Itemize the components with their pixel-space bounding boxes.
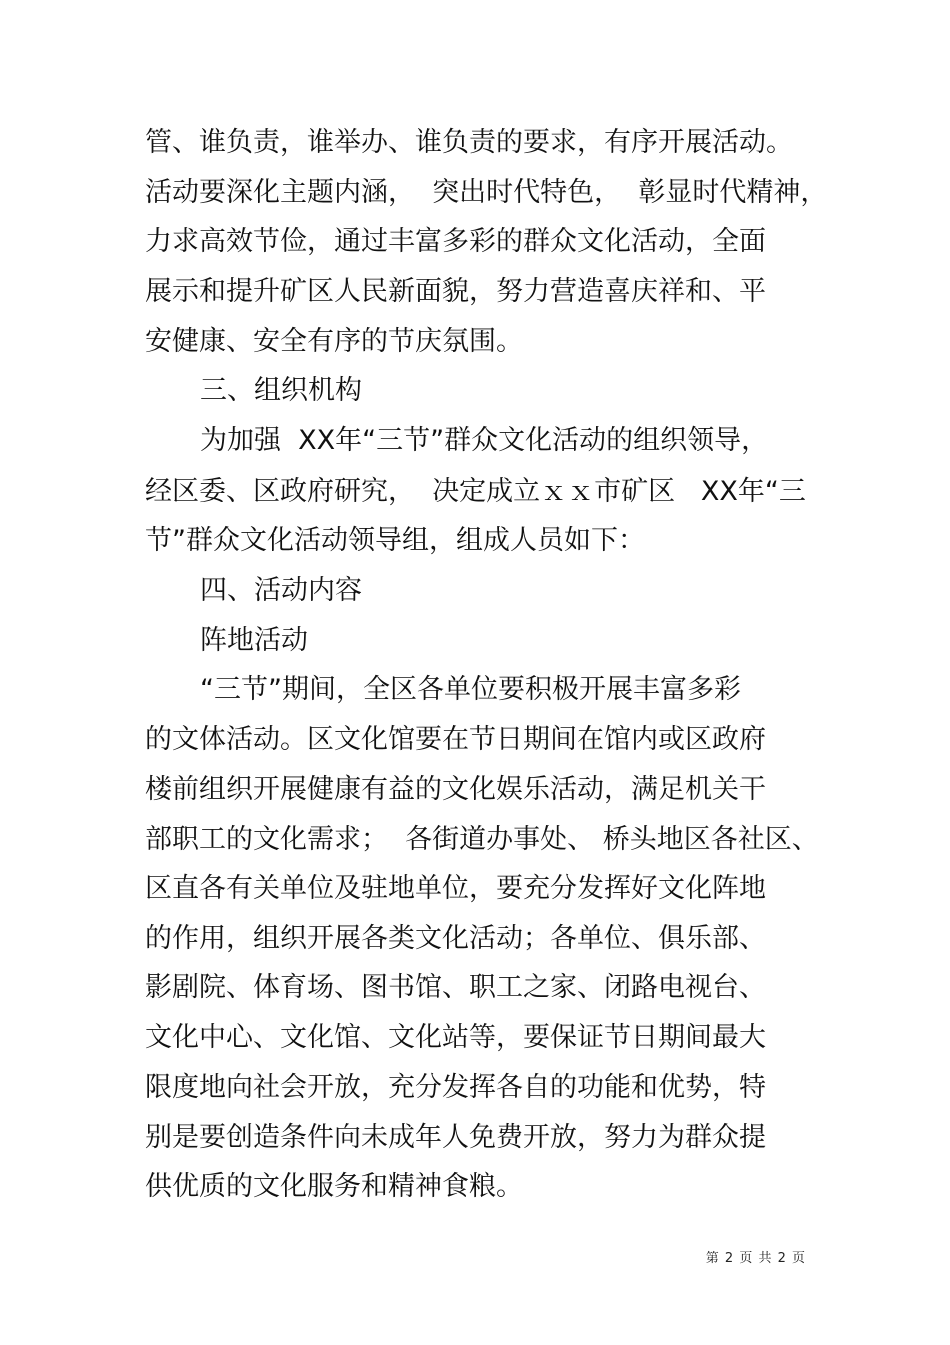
body-text-line: “三节”期间，全区各单位要积极开展丰富多彩 bbox=[200, 674, 741, 705]
body-text-line: 管、谁负责，谁举办、谁负责的要求，有序开展活动。 bbox=[145, 127, 793, 158]
body-text-line: 经区委、区政府研究， 决定成立ｘｘ市矿区 XX年“三 bbox=[145, 476, 806, 507]
body-text-line: 限度地向社会开放，充分发挥各自的功能和优势，特 bbox=[145, 1072, 766, 1103]
section-heading: 四、活动内容 bbox=[200, 575, 362, 606]
body-text-line: 别是要创造条件向未成年人免费开放，努力为群众提 bbox=[145, 1122, 766, 1153]
body-text-line: 活动要深化主题内涵， 突出时代特色， 彰显时代精神， bbox=[145, 177, 828, 208]
body-text-line: 影剧院、体育场、图书馆、职工之家、闭路电视台、 bbox=[145, 972, 766, 1003]
body-text-line: 为加强 XX年“三节”群众文化活动的组织领导， bbox=[200, 425, 769, 456]
body-text-line: 的作用，组织开展各类文化活动；各单位、俱乐部、 bbox=[145, 923, 766, 954]
page-number-footer: 第 2 页 共 2 页 bbox=[705, 1251, 805, 1266]
body-text-line: 供优质的文化服务和精神食粮。 bbox=[145, 1171, 523, 1202]
body-text-line: 展示和提升矿区人民新面貌，努力营造喜庆祥和、平 bbox=[145, 276, 766, 307]
body-text-line: 节”群众文化活动领导组，组成人员如下： bbox=[145, 525, 645, 556]
subsection-heading: 阵地活动 bbox=[200, 625, 308, 656]
section-heading: 三、组织机构 bbox=[200, 375, 362, 406]
body-text-line: 部职工的文化需求； 各街道办事处、 桥头地区各社区、 bbox=[145, 824, 819, 855]
body-text-line: 楼前组织开展健康有益的文化娱乐活动，满足机关干 bbox=[145, 774, 766, 805]
body-text-line: 安健康、安全有序的节庆氛围。 bbox=[145, 326, 523, 357]
body-text-line: 的文体活动。区文化馆要在节日期间在馆内或区政府 bbox=[145, 724, 766, 755]
body-text-line: 力求高效节俭，通过丰富多彩的群众文化活动，全面 bbox=[145, 226, 766, 257]
body-text-line: 文化中心、文化馆、文化站等，要保证节日期间最大 bbox=[145, 1022, 766, 1053]
body-text-line: 区直各有关单位及驻地单位，要充分发挥好文化阵地 bbox=[145, 873, 766, 904]
